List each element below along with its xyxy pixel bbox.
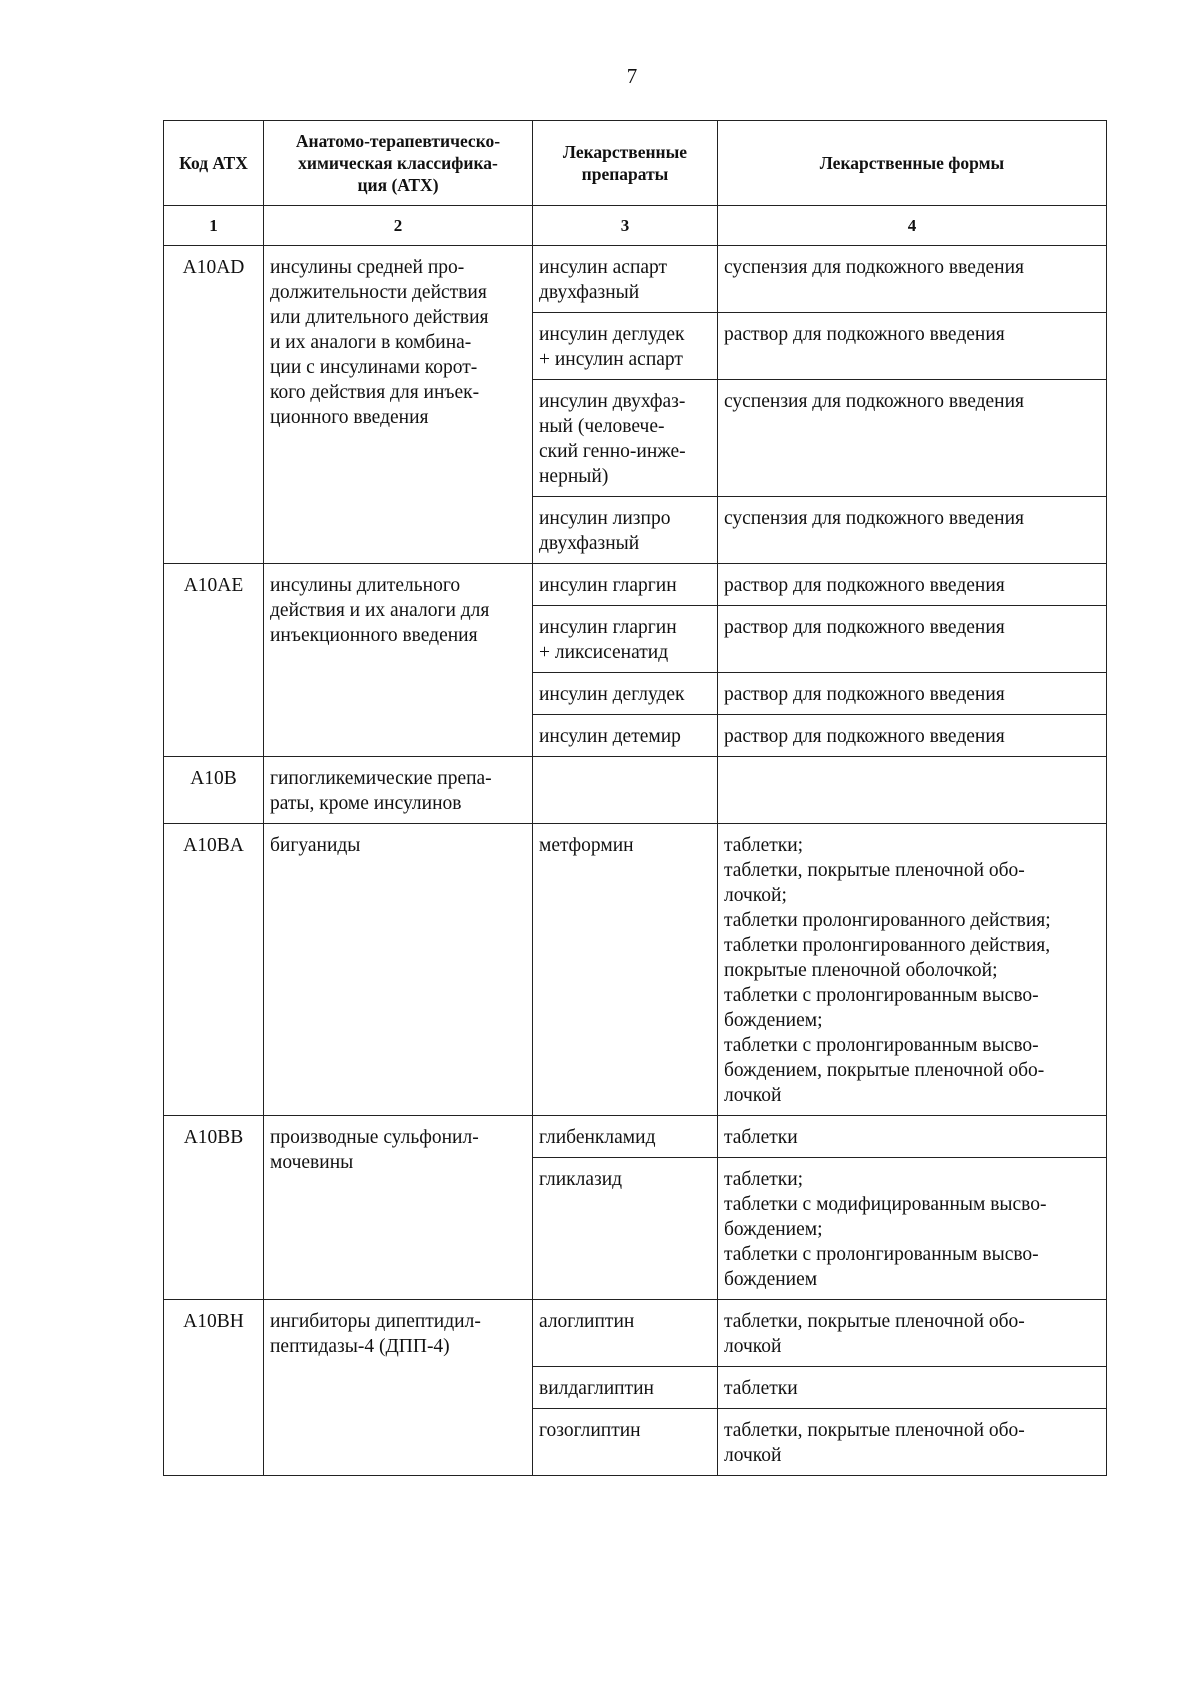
atc-code-cell: A10BH xyxy=(164,1300,264,1476)
column-number: 1 xyxy=(164,206,264,246)
header-forms: Лекарственные формы xyxy=(718,121,1107,206)
header-drugs: Лекарственные препараты xyxy=(533,121,718,206)
atc-code-cell: A10BA xyxy=(164,824,264,1116)
dosage-forms-cell: таблетки; таблетки с модифицированным высво- бождением; таблетки с пролонгированным высво- бождением xyxy=(718,1158,1107,1300)
drug-name-cell: алоглиптин xyxy=(533,1300,718,1367)
dosage-forms-cell: таблетки, покрытые пленочной обо- лочкой xyxy=(718,1300,1107,1367)
table-row xyxy=(164,246,1107,313)
atc-code-cell: A10BB xyxy=(164,1116,264,1300)
classification-cell: инсулины длительного действия и их аналоги для инъекционного введения xyxy=(264,564,533,757)
dosage-forms-cell: раствор для подкожного введения xyxy=(718,313,1107,380)
table-row xyxy=(164,1116,1107,1158)
classification-cell: ингибиторы дипептидил- пептидазы-4 (ДПП-4) xyxy=(264,1300,533,1476)
drug-name-cell: гозоглиптин xyxy=(533,1409,718,1476)
atc-code-cell: A10AE xyxy=(164,564,264,757)
drug-name-cell: инсулин лизпро двухфазный xyxy=(533,497,718,564)
drug-table xyxy=(163,120,1107,1476)
column-number-row xyxy=(164,206,1107,246)
table-row xyxy=(164,1300,1107,1367)
classification-cell: бигуаниды xyxy=(264,824,533,1116)
dosage-forms-cell: таблетки; таблетки, покрытые пленочной обо- лочкой; таблетки пролонгированного действия; таблетки пролонгированного действия, покрытые пленочной оболочкой; таблетки с пролонгированным высво- бождением; таблетки с пролонгированным высво- бождением, покрытые пленочной обо- лочкой xyxy=(718,824,1107,1116)
classification-cell: производные сульфонил- мочевины xyxy=(264,1116,533,1300)
dosage-forms-cell xyxy=(718,757,1107,824)
drug-name-cell: инсулин двухфаз- ный (человече- ский генно-инже- нерный) xyxy=(533,380,718,497)
header-classification: Анатомо-терапевтическо- химическая классифика- ция (АТХ) xyxy=(264,121,533,206)
table-header xyxy=(164,121,1107,246)
column-number: 3 xyxy=(533,206,718,246)
dosage-forms-cell: раствор для подкожного введения xyxy=(718,606,1107,673)
column-number: 4 xyxy=(718,206,1107,246)
table-row xyxy=(164,824,1107,1116)
drug-name-cell: инсулин деглудек xyxy=(533,673,718,715)
dosage-forms-cell: суспензия для подкожного введения xyxy=(718,497,1107,564)
drug-name-cell: гликлазид xyxy=(533,1158,718,1300)
table-body xyxy=(164,246,1107,1476)
drug-name-cell: инсулин деглудек + инсулин аспарт xyxy=(533,313,718,380)
drug-name-cell: вилдаглиптин xyxy=(533,1367,718,1409)
page-number: 7 xyxy=(626,64,638,88)
column-number: 2 xyxy=(264,206,533,246)
classification-cell: инсулины средней про- должительности действия или длительного действия и их аналоги в комбина- ции с инсулинами корот- кого действия для инъек- ционного введения xyxy=(264,246,533,564)
atc-code-cell: A10AD xyxy=(164,246,264,564)
dosage-forms-cell: таблетки xyxy=(718,1116,1107,1158)
table-row xyxy=(164,757,1107,824)
dosage-forms-cell: суспензия для подкожного введения xyxy=(718,380,1107,497)
dosage-forms-cell: таблетки, покрытые пленочной обо- лочкой xyxy=(718,1409,1107,1476)
drug-name-cell: глибенкламид xyxy=(533,1116,718,1158)
classification-cell: гипогликемические препа- раты, кроме инсулинов xyxy=(264,757,533,824)
atc-code-cell: A10B xyxy=(164,757,264,824)
drug-name-cell: инсулин гларгин xyxy=(533,564,718,606)
dosage-forms-cell: суспензия для подкожного введения xyxy=(718,246,1107,313)
header-code: Код АТХ xyxy=(164,121,264,206)
drug-name-cell: инсулин аспарт двухфазный xyxy=(533,246,718,313)
header-row xyxy=(164,121,1107,206)
drug-name-cell: инсулин детемир xyxy=(533,715,718,757)
drug-name-cell: инсулин гларгин + ликсисенатид xyxy=(533,606,718,673)
dosage-forms-cell: раствор для подкожного введения xyxy=(718,673,1107,715)
dosage-forms-cell: таблетки xyxy=(718,1367,1107,1409)
dosage-forms-cell: раствор для подкожного введения xyxy=(718,564,1107,606)
dosage-forms-cell: раствор для подкожного введения xyxy=(718,715,1107,757)
drug-name-cell: метформин xyxy=(533,824,718,1116)
drug-name-cell xyxy=(533,757,718,824)
table-row xyxy=(164,564,1107,606)
